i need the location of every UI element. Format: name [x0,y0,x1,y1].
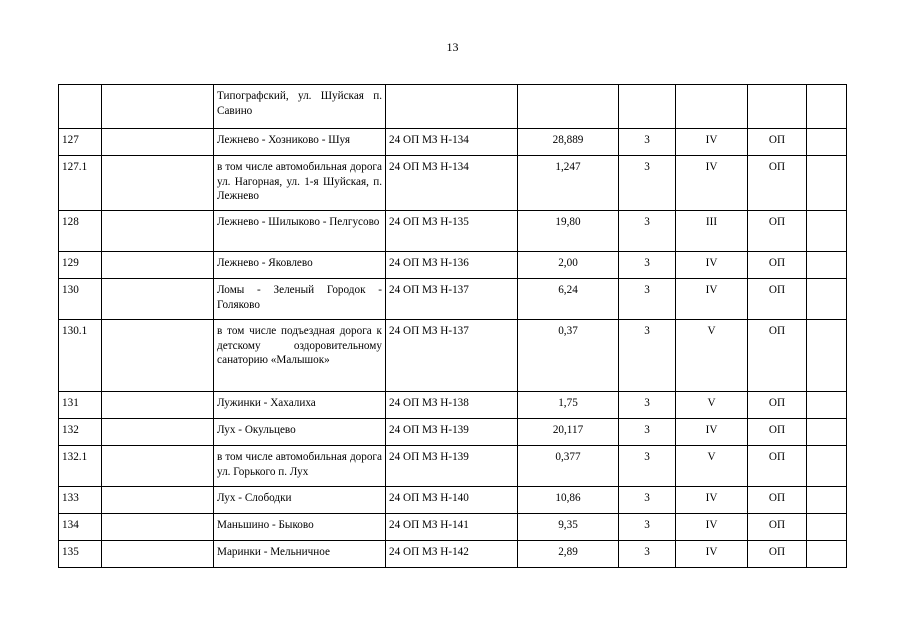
road-code: 24 ОП МЗ Н-138 [386,392,518,419]
road-length: 6,24 [518,279,619,320]
road-name: в том числе автомобильная дорога ул. Нагорная, ул. 1-я Шуйская, п. Лежнево [214,156,386,211]
road-significance: ОП [748,487,807,514]
row-number: 134 [59,514,102,541]
row-blank-cell [102,320,214,392]
road-significance: ОП [748,252,807,279]
row-extra-cell [807,446,847,487]
road-lanes: 3 [619,156,676,211]
road-length: 28,889 [518,129,619,156]
road-lanes: 3 [619,419,676,446]
row-blank-cell [102,541,214,568]
table-row [59,446,847,487]
road-code: 24 ОП МЗ Н-136 [386,252,518,279]
row-blank-cell [102,252,214,279]
table-row [59,129,847,156]
road-significance: ОП [748,156,807,211]
road-significance: ОП [748,541,807,568]
row-number: 132.1 [59,446,102,487]
table-row [59,392,847,419]
road-lanes: 3 [619,129,676,156]
road-name: Ломы - Зеленый Городок - Голяково [214,279,386,320]
row-number: 131 [59,392,102,419]
road-category: IV [676,487,748,514]
road-name: Лух - Слободки [214,487,386,514]
road-category: IV [676,514,748,541]
road-significance [748,85,807,129]
table-row [59,211,847,252]
row-number: 130.1 [59,320,102,392]
road-category: IV [676,419,748,446]
road-name: Маринки - Мельничное [214,541,386,568]
road-code: 24 ОП МЗ Н-134 [386,156,518,211]
road-category: IV [676,129,748,156]
road-length: 0,37 [518,320,619,392]
road-name: Лужинки - Хахалиха [214,392,386,419]
road-name: в том числе подъездная дорога к детскому оздоровительному санаторию «Малышок» [214,320,386,392]
table-row [59,279,847,320]
row-extra-cell [807,320,847,392]
row-blank-cell [102,85,214,129]
table-row [59,419,847,446]
road-significance: ОП [748,211,807,252]
road-lanes: 3 [619,279,676,320]
row-extra-cell [807,487,847,514]
road-name: Лежнево - Шилыково - Пелгусово [214,211,386,252]
road-name: в том числе автомобильная дорога ул. Горького п. Лух [214,446,386,487]
road-category: V [676,446,748,487]
road-lanes: 3 [619,392,676,419]
road-significance: ОП [748,129,807,156]
road-length [518,85,619,129]
road-significance: ОП [748,446,807,487]
row-extra-cell [807,211,847,252]
road-length: 1,75 [518,392,619,419]
row-blank-cell [102,211,214,252]
road-significance: ОП [748,279,807,320]
road-significance: ОП [748,514,807,541]
road-name: Лух - Окульцево [214,419,386,446]
row-number: 133 [59,487,102,514]
road-code: 24 ОП МЗ Н-137 [386,279,518,320]
row-extra-cell [807,156,847,211]
row-number: 129 [59,252,102,279]
road-category: V [676,320,748,392]
table-row [59,320,847,392]
road-lanes: 3 [619,252,676,279]
road-category: III [676,211,748,252]
road-significance: ОП [748,320,807,392]
road-category: IV [676,279,748,320]
row-number: 132 [59,419,102,446]
table-body [59,85,847,568]
road-length: 0,377 [518,446,619,487]
row-blank-cell [102,514,214,541]
row-extra-cell [807,279,847,320]
table-row [59,487,847,514]
row-blank-cell [102,446,214,487]
row-extra-cell [807,541,847,568]
table-row [59,85,847,129]
row-blank-cell [102,487,214,514]
row-extra-cell [807,514,847,541]
road-name: Маньшино - Быково [214,514,386,541]
road-length: 2,89 [518,541,619,568]
road-code: 24 ОП МЗ Н-140 [386,487,518,514]
row-number: 127 [59,129,102,156]
table-row [59,252,847,279]
road-name: Лежнево - Хозниково - Шуя [214,129,386,156]
row-number: 130 [59,279,102,320]
road-lanes: 3 [619,211,676,252]
road-significance: ОП [748,419,807,446]
row-extra-cell [807,85,847,129]
road-code: 24 ОП МЗ Н-142 [386,541,518,568]
road-category: IV [676,541,748,568]
road-lanes: 3 [619,487,676,514]
row-extra-cell [807,129,847,156]
road-length: 1,247 [518,156,619,211]
table-row [59,541,847,568]
road-length: 10,86 [518,487,619,514]
road-code: 24 ОП МЗ Н-141 [386,514,518,541]
road-code: 24 ОП МЗ Н-135 [386,211,518,252]
row-number [59,85,102,129]
row-blank-cell [102,279,214,320]
road-category: IV [676,252,748,279]
road-name: Типографский, ул. Шуйская п. Савино [214,85,386,129]
road-length: 20,117 [518,419,619,446]
row-blank-cell [102,419,214,446]
road-code: 24 ОП МЗ Н-137 [386,320,518,392]
road-lanes [619,85,676,129]
road-category: IV [676,156,748,211]
row-number: 128 [59,211,102,252]
road-code: 24 ОП МЗ Н-134 [386,129,518,156]
road-name: Лежнево - Яковлево [214,252,386,279]
row-number: 127.1 [59,156,102,211]
row-number: 135 [59,541,102,568]
row-blank-cell [102,129,214,156]
table-row [59,156,847,211]
page-number: 13 [446,40,459,54]
row-extra-cell [807,252,847,279]
road-length: 9,35 [518,514,619,541]
row-extra-cell [807,392,847,419]
row-blank-cell [102,156,214,211]
road-code: 24 ОП МЗ Н-139 [386,419,518,446]
row-blank-cell [102,392,214,419]
road-category [676,85,748,129]
table-row [59,514,847,541]
road-lanes: 3 [619,514,676,541]
road-lanes: 3 [619,446,676,487]
row-extra-cell [807,419,847,446]
road-lanes: 3 [619,541,676,568]
road-significance: ОП [748,392,807,419]
road-lanes: 3 [619,320,676,392]
road-category: V [676,392,748,419]
roads-table [58,84,847,568]
road-length: 19,80 [518,211,619,252]
road-code: 24 ОП МЗ Н-139 [386,446,518,487]
road-code [386,85,518,129]
road-length: 2,00 [518,252,619,279]
